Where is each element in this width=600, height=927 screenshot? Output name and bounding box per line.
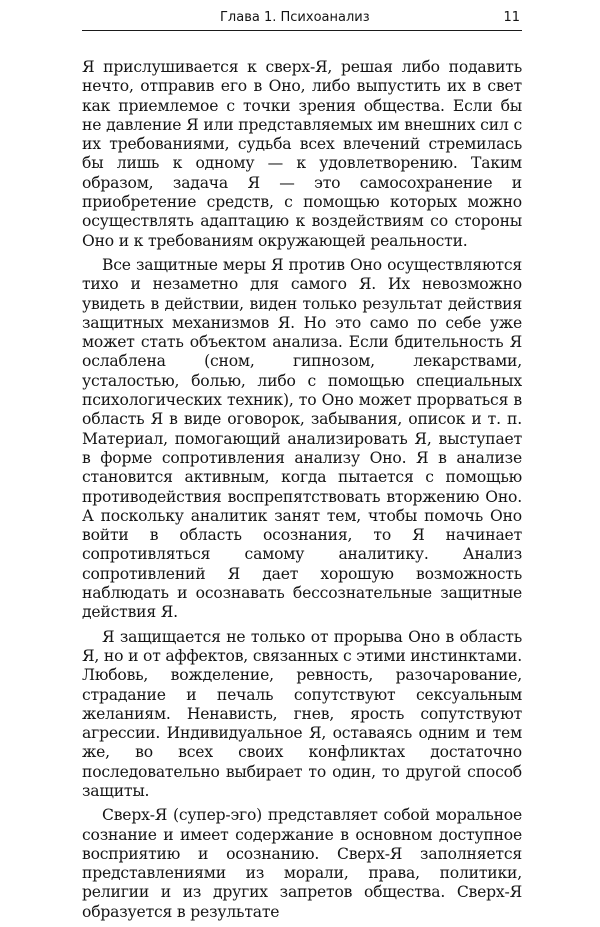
page-number: 11	[503, 10, 520, 25]
running-head	[82, 6, 522, 31]
paragraph-2: Все защитные меры Я против Оно осуществляются тихо и незаметно для самого Я. Их невозможно увидеть в действии, виден только результат действия защитных механизмов Я. Но это само по себе уже может стать объектом анализа. Если бдительность Я ослаблена (сном, гипнозом, лекарствами, усталостью, болью, либо с помощью специальных психологических техник), то Оно может прорваться в область Я в виде оговорок, забывания, описок и т. п. Материал, помогающий анализировать Я, выступает в форме сопротивления анализу Оно. Я в анализе становится активным, когда пытается с помощью противодействия воспрепятствовать вторжению Оно. А поскольку аналитик занят тем, чтобы помочь Оно войти в область осознания, то Я начинает сопротивляться самому аналитику. Анализ сопротивлений Я дает хорошую возможность наблюдать и осознавать бессознательные защитные действия Я.	[82, 255, 522, 622]
paragraph-1: Я прислушивается к сверх-Я, решая либо подавить нечто, отправив его в Оно, либо выпустить их в свет как приемлемое с точки зрения общества. Если бы не давление Я или представляемых им внешних сил с их требованиями, судьба всех влечений стремилась бы лишь к одному — к удовлетворению. Таким образом, задача Я — это самосохранение и приобретение средств, с помощью которых можно осуществлять адаптацию к воздействиям со стороны Оно и к требованиям окружающей реальности.	[82, 58, 522, 250]
body-text	[82, 58, 522, 927]
paragraph-4: Сверх-Я (супер-эго) представляет собой моральное сознание и имеет содержание в основном доступное восприятию и осознанию. Сверх-Я заполняется представлениями из морали, права, политики, религии и из других запретов общества. Сверх-Я образуется в результате	[82, 806, 522, 921]
paragraph-3: Я защищается не только от прорыва Оно в область Я, но и от аффектов, связанных с этими инстинктами. Любовь, вожделение, ревность, разочарование, страдание и печаль сопутствуют сексуальным желаниям. Ненависть, гнев, ярость сопутствуют агрессии. Индивидуальное Я, оставаясь одним и тем же, во всех своих конфликтах достаточно последовательно выбирает то один, то другой способ защиты.	[82, 627, 522, 800]
chapter-title: Глава 1. Психоанализ	[220, 10, 370, 25]
